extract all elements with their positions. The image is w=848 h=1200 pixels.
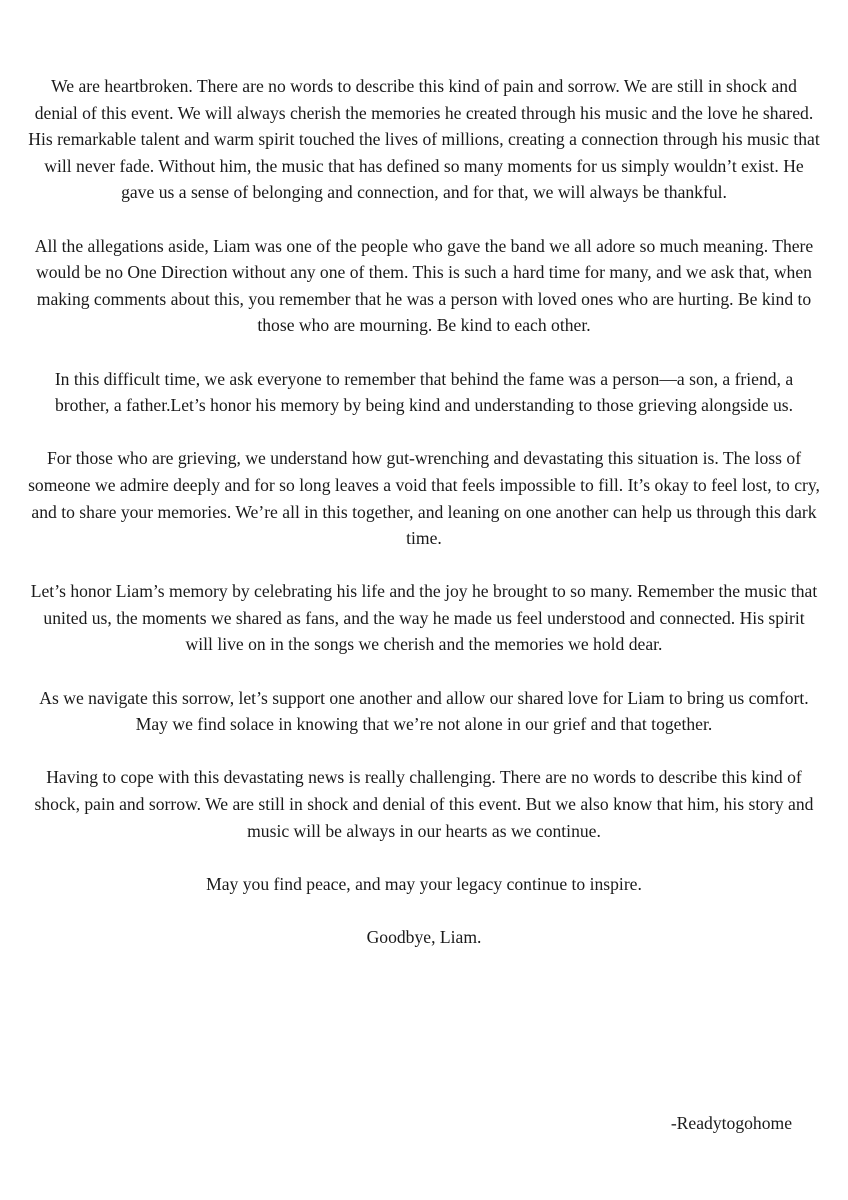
paragraph-difficult-time: In this difficult time, we ask everyone to remember that behind the fame was a person—a son, a friend, a brother, a father.Let’s honor his memory by being kind and understanding to those grieving alongside us. — [54, 368, 794, 416]
paragraph-navigate-sorrow: As we navigate this sorrow, let’s support one another and allow our shared love for Liam to bring us comfort. May we find solace in knowing that we’re not alone in our grief and that together. — [39, 687, 809, 735]
paragraph-cope: Having to cope with this devastating news is really challenging. There are no words to describe this kind of shock, pain and sorrow. We are still in shock and denial of this event. But we also know that him, his story and music will be always in our hearts as we continue. — [34, 767, 814, 841]
paragraph-grieving: For those who are grieving, we understand how gut-wrenching and devastating this situation is. The loss of someone we admire deeply and for so long leaves a void that feels impossible to fill. It’s okay to feel lost, to cry, and to share your memories. We’re all in this together, and leaning on one another can help us through this dark time. — [28, 448, 820, 549]
paragraph-honor-memory: Let’s honor Liam’s memory by celebrating his life and the joy he brought to so many. Remember the music that united us, the moments we shared as fans, and the way he made us feel understood and connected. His spirit will live on in the songs we cherish and the memories we hold dear. — [30, 581, 818, 655]
letter-body — [28, 73, 820, 977]
paragraph-heartbroken: We are heartbroken. There are no words to describe this kind of pain and sorrow. We are still in shock and denial of this event. We will always cherish the memories he created through his music and the love he shared. His remarkable talent and warm spirit touched the lives of millions, creating a connection through his music that will never fade. Without him, the music that has defined so many moments for us simply wouldn’t exist. He gave us a sense of belonging and connection, and for that, we will always be thankful. — [28, 76, 820, 203]
paragraph-find-peace: May you find peace, and may your legacy continue to inspire. — [206, 873, 642, 894]
paragraph-goodbye: Goodbye, Liam. — [366, 927, 482, 947]
paragraph-allegations: All the allegations aside, Liam was one of the people who gave the band we all adore so much meaning. There would be no One Direction without any one of them. This is such a hard time for many, and we ask that, when making comments about this, you remember that he was a person with loved ones who are hurting. Be kind to those who are mourning. Be kind to each other. — [34, 235, 814, 336]
signature: -Readytogohome — [670, 1113, 792, 1133]
